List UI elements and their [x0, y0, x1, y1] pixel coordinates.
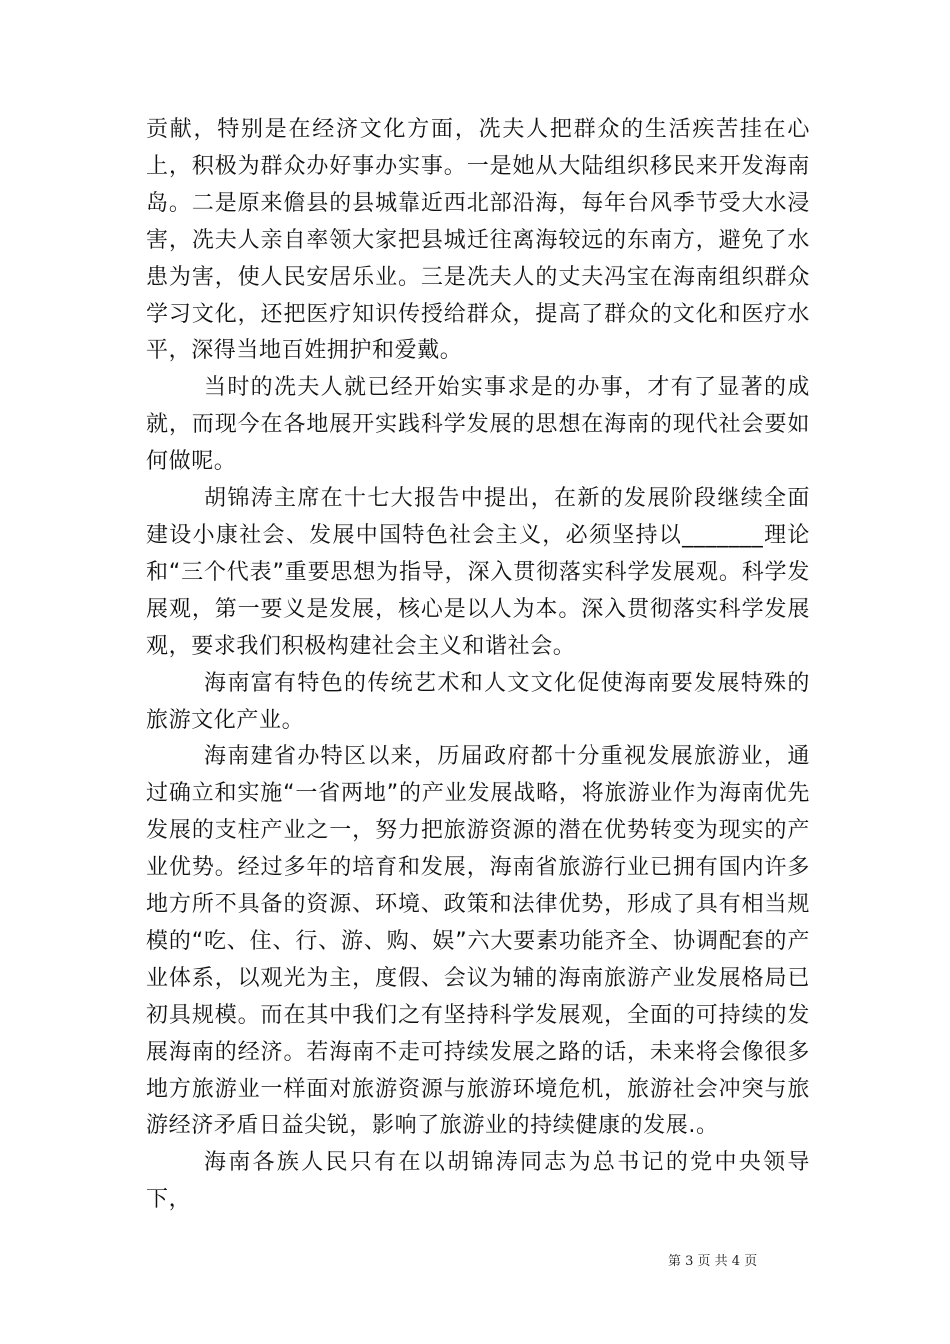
paragraph-seventeenth-congress: 胡锦涛主席在十七大报告中提出，在新的发展阶段继续全面建设小康社会、发展中国特色社会主义，必须坚持以_______理论和“三个代表”重要思想为指导，深入贯彻落实科学发展观。科学发展观，第一要义是发展，核心是以人为本。深入贯彻落实科学发展观，要求我们积极构建社会主义和谐社会。 — [146, 486, 810, 659]
paragraph-hainan-people: 海南各族人民只有在以胡锦涛同志为总书记的党中央领导下， — [146, 1150, 810, 1213]
paragraph-tourism-development: 海南建省办特区以来，历届政府都十分重视发展旅游业，通过确立和实施“一省两地”的产业发展战略，将旅游业作为海南优先发展的支柱产业之一，努力把旅游资源的潜在优势转变为现实的产业优势。经过多年的培育和发展，海南省旅游行业已拥有国内许多地方所不具备的资源、环境、政策和法律优势，形成了具有相当规模的“吃、住、行、游、购、娱”六大要素功能齐全、协调配套的产业体系，以观光为主，度假、会议为辅的海南旅游产业发展格局已初具规模。而在其中我们之有坚持科学发展观，全面的可持续的发展海南的经济。若海南不走可持续发展之路的话，未来将会像很多地方旅游业一样面对旅游资源与旅游环境危机，旅游社会冲突与旅游经济矛盾日益尖锐，影响了旅游业的持续健康的发展.。 — [146, 744, 810, 1139]
page-number: 第 3 页 共 4 页 — [668, 1254, 758, 1269]
document-body — [146, 112, 810, 1219]
paragraph-practical-approach: 当时的冼夫人就已经开始实事求是的办事，才有了显著的成就，而现今在各地展开实践科学发展的思想在海南的现代社会要如何做呢。 — [146, 375, 810, 475]
paragraph-xian-contributions: 贡献，特别是在经济文化方面，冼夫人把群众的生活疾苦挂在心上，积极为群众办好事办实事。一是她从大陆组织移民来开发海南岛。二是原来儋县的县城靠近西北部沿海，每年台风季节受大水浸害，冼夫人亲自率领大家把县城迁往离海较远的东南方，避免了水患为害，使人民安居乐业。三是冼夫人的丈夫冯宝在海南组织群众学习文化，还把医疗知识传授给群众，提高了群众的文化和医疗水平，深得当地百姓拥护和爱戴。 — [146, 117, 810, 364]
paragraph-tourism-culture: 海南富有特色的传统艺术和人文文化促使海南要发展特殊的旅游文化产业。 — [146, 670, 810, 733]
